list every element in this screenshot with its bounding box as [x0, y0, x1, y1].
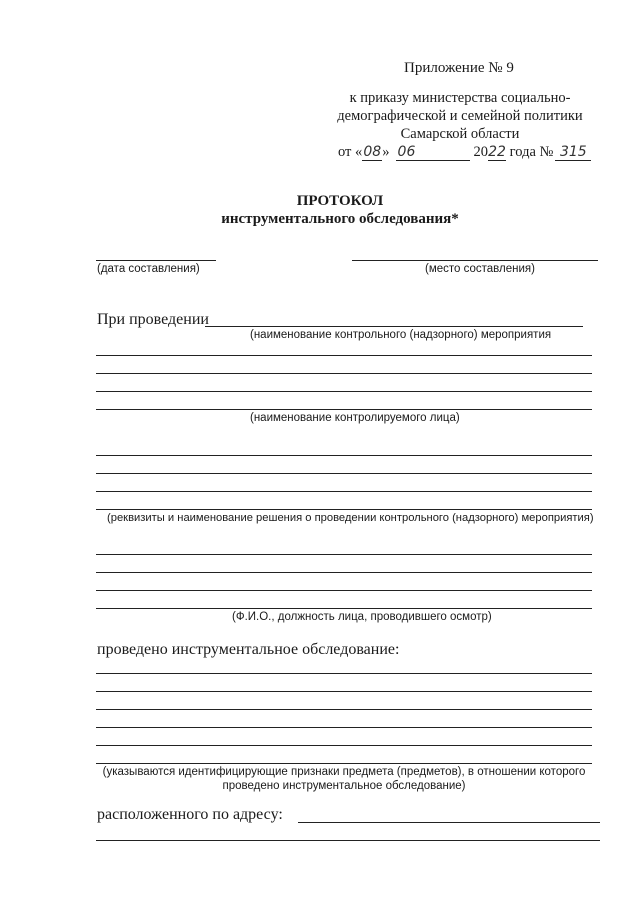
date-suffix: года № — [506, 144, 554, 160]
person-field-line — [96, 409, 592, 410]
date-month: 06 — [396, 144, 470, 161]
decision-line-1 — [96, 455, 592, 456]
address-label: расположенного по адресу: — [97, 806, 283, 823]
date-year-prefix: 20 — [473, 144, 489, 160]
address-line-2 — [96, 840, 600, 841]
decision-line-2 — [96, 473, 592, 474]
date-caption: (дата составления) — [97, 263, 200, 275]
event-field-line — [205, 326, 583, 327]
during-label: При проведении — [97, 311, 209, 328]
decision-field-line — [96, 509, 592, 510]
date-mid: » — [382, 144, 390, 160]
date-day: 08 — [363, 144, 382, 160]
subject-caption-2: проведено инструментальное обследование) — [222, 780, 466, 792]
official-line-2 — [96, 572, 592, 573]
official-caption: (Ф.И.О., должность лица, проводившего осмотр) — [232, 611, 492, 623]
subject-line-2 — [96, 691, 592, 692]
subject-line-4 — [96, 727, 592, 728]
protocol-title: ПРОТОКОЛ — [296, 193, 384, 209]
appendix-line-1: к приказу министерства социально- — [349, 90, 571, 106]
place-caption: (место составления) — [425, 263, 535, 275]
event-caption: (наименование контрольного (надзорного) мероприятия — [250, 329, 552, 341]
official-field-line — [96, 608, 592, 609]
event-line-3 — [96, 391, 592, 392]
date-field-line — [96, 260, 216, 261]
conducted-label: проведено инструментальное обследование: — [97, 641, 400, 658]
order-number: 315 — [555, 144, 591, 161]
official-line-1 — [96, 554, 592, 555]
protocol-subtitle: инструментального обследования* — [221, 211, 459, 227]
order-date-line — [338, 144, 591, 161]
date-prefix: от « — [338, 144, 363, 160]
appendix-line-2: демографической и семейной политики — [337, 108, 583, 124]
subject-line-5 — [96, 745, 592, 746]
subject-field-line — [96, 763, 592, 764]
subject-caption-1: (указываются идентифицирующие признаки предмета (предметов), в отношении которого — [102, 766, 586, 778]
place-field-line — [352, 260, 598, 261]
subject-line-1 — [96, 673, 592, 674]
official-line-3 — [96, 590, 592, 591]
appendix-title: Приложение № 9 — [404, 60, 514, 76]
person-caption: (наименование контролируемого лица) — [250, 412, 460, 424]
address-field-line — [298, 822, 600, 823]
event-line-2 — [96, 373, 592, 374]
event-line-1 — [96, 355, 592, 356]
decision-line-3 — [96, 491, 592, 492]
appendix-line-3: Самарской области — [400, 126, 520, 142]
decision-caption: (реквизиты и наименование решения о проведении контрольного (надзорного) мероприятия) — [107, 512, 594, 524]
date-year-suffix: 22 — [488, 144, 506, 160]
subject-line-3 — [96, 709, 592, 710]
